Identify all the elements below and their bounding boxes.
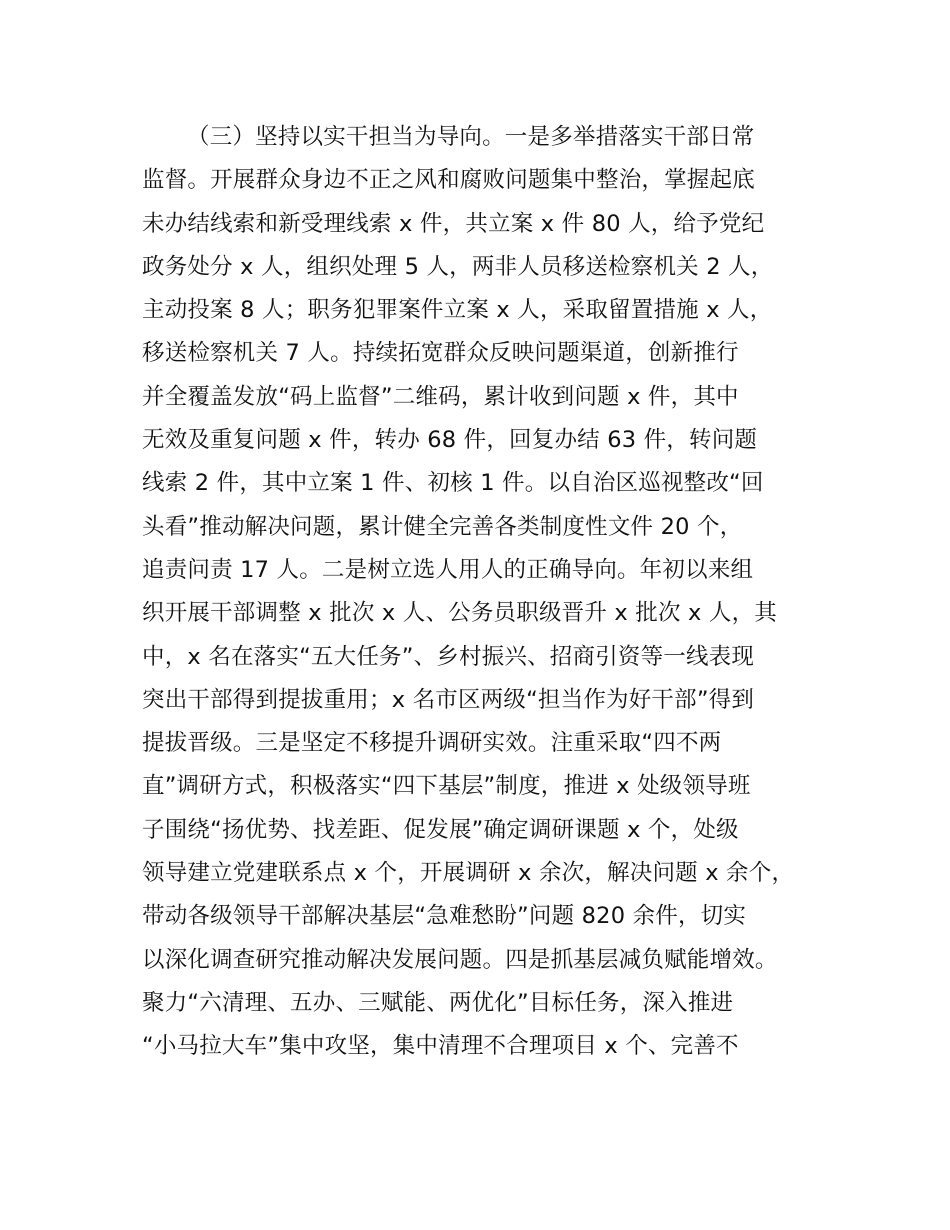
text-line-3: 未办结线索和新受理线索 x 件，共立案 x 件 80 人，给予党纪 (142, 210, 765, 237)
text-line-9: 线索 2 件，其中立案 1 件、初核 1 件。以自治区巡视整改“回 (142, 470, 764, 497)
text-line-12: 织开展干部调整 x 批次 x 人、公务员职级晋升 x 批次 x 人，其 (142, 600, 777, 627)
text-line-10: 头看”推动解决问题，累计健全完善各类制度性文件 20 个， (142, 513, 743, 540)
text-line-6: 移送检察机关 7 人。持续拓宽群众反映问题渠道，创新推行 (142, 340, 739, 367)
text-line-22: “小马拉大车”集中攻坚，集中清理不合理项目 x 个、完善不 (142, 1033, 739, 1060)
text-line-8: 无效及重复问题 x 件，转办 68 件，回复办结 63 件，转问题 (142, 427, 758, 454)
text-line-4: 政务处分 x 人，组织处理 5 人，两非人员移送检察机关 2 人， (142, 253, 774, 280)
body-paragraph (142, 116, 842, 1069)
text-line-19: 带动各级领导干部解决基层“急难愁盼”问题 820 余件，切实 (142, 903, 747, 930)
text-line-5: 主动投案 8 人；职务犯罪案件立案 x 人，采取留置措施 x 人， (142, 297, 773, 324)
text-line-15: 提拔晋级。三是坚定不移提升调研实效。注重采取“四不两 (142, 730, 722, 757)
text-line-17: 子围绕“扬优势、找差距、促发展”确定调研课题 x 个，处级 (142, 816, 739, 843)
text-line-2: 监督。开展群众身边不正之风和腐败问题集中整治，掌握起底 (142, 167, 755, 194)
text-line-16: 直”调研方式，积极落实“四下基层”制度，推进 x 处级领导班 (142, 773, 751, 800)
text-line-13: 中，x 名在落实“五大任务”、乡村振兴、招商引资等一线表现 (142, 643, 755, 670)
text-line-14: 突出干部得到提拔重用；x 名市区两级“担当作为好干部”得到 (142, 686, 755, 713)
text-line-7: 并全覆盖发放“码上监督”二维码，累计收到问题 x 件，其中 (142, 383, 739, 410)
text-line-18: 领导建立党建联系点 x 个，开展调研 x 余次，解决问题 x 余个， (142, 860, 795, 887)
text-line-1: （三）坚持以实干担当为导向。一是多举措落实干部日常 (187, 124, 755, 150)
text-line-20: 以深化调查研究推动解决发展问题。四是抓基层减负赋能增效。 (142, 946, 778, 973)
text-line-11: 追责问责 17 人。二是树立选人用人的正确导向。年初以来组 (142, 556, 754, 583)
text-line-21: 聚力“六清理、五办、三赋能、两优化”目标任务，深入推进 (142, 989, 734, 1016)
